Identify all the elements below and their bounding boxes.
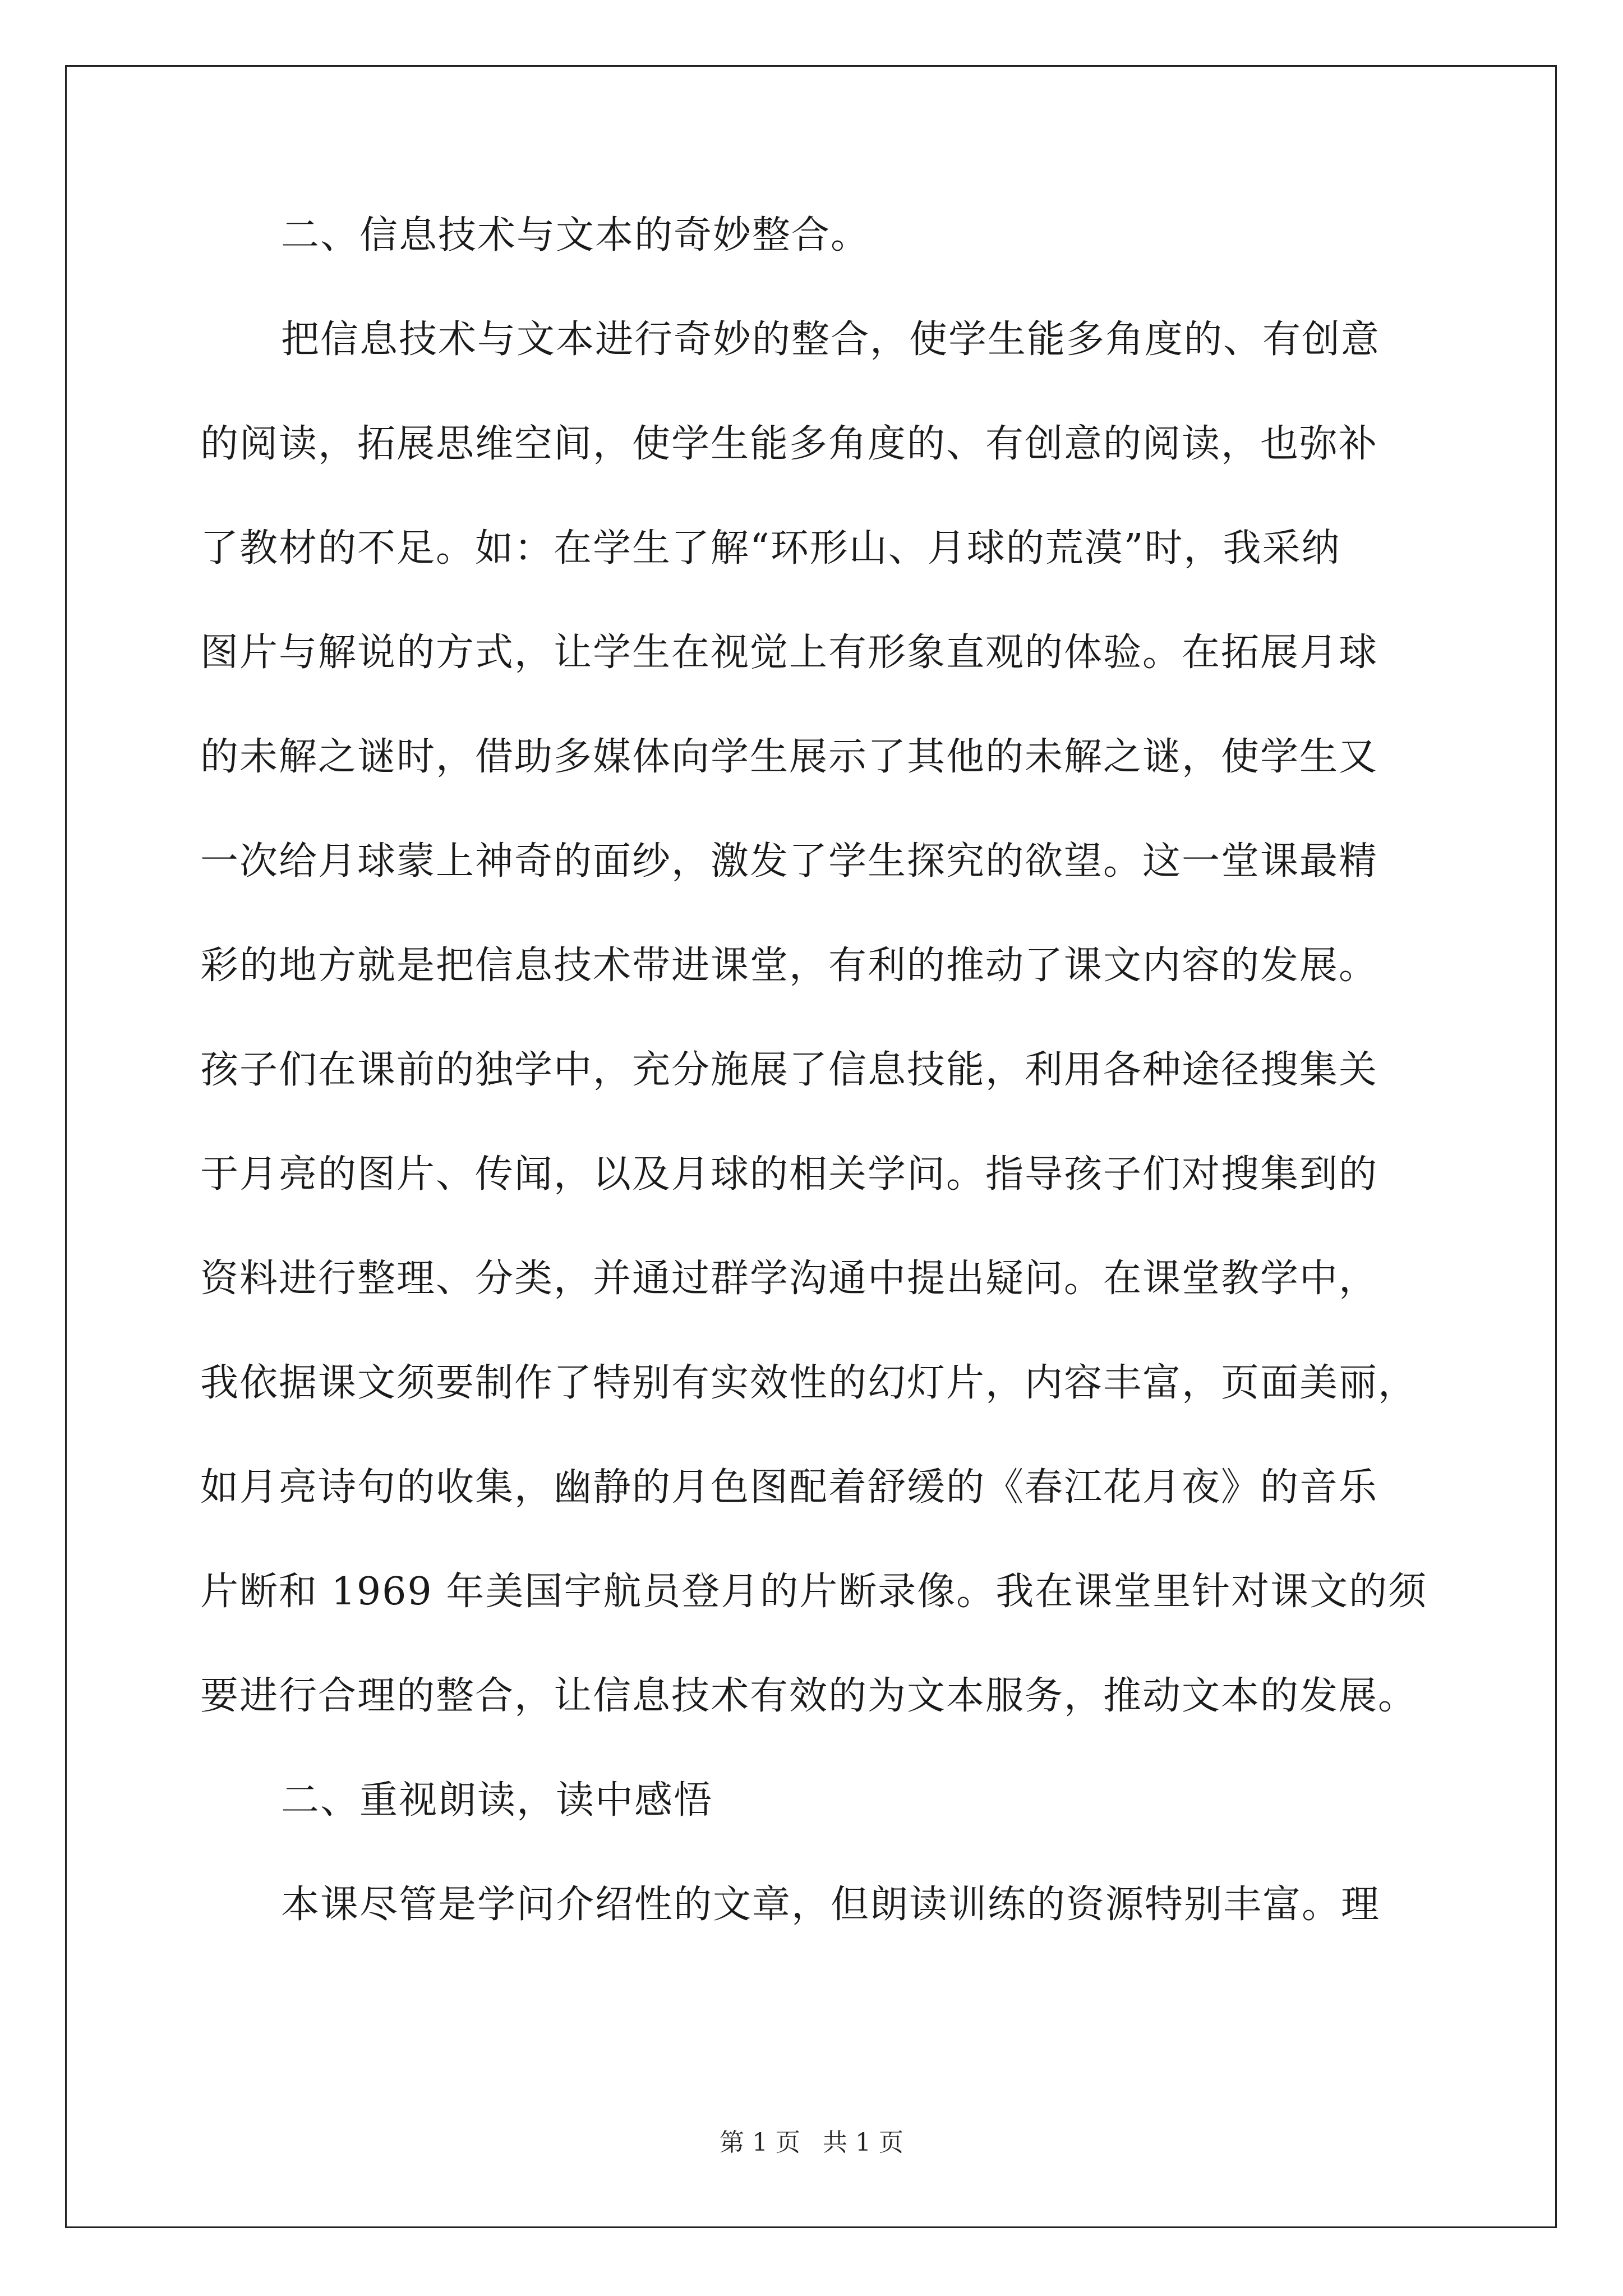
- paragraph-line: 孩子们在课前的独学中，充分施展了信息技能，利用各种途径搜集关: [200, 1048, 1378, 1092]
- section-heading: 二、重视朗读，读中感悟: [281, 1778, 713, 1823]
- page-total: 共 1 页: [823, 2128, 903, 2157]
- paragraph-line: 如月亮诗句的收集，幽静的月色图配着舒缓的《春江花月夜》的音乐: [200, 1465, 1378, 1510]
- paragraph-line: 彩的地方就是把信息技术带进课堂，有利的推动了课文内容的发展。: [200, 944, 1378, 988]
- paragraph-line: 片断和 1969 年美国宇航员登月的片断录像。我在课堂里针对课文的须: [200, 1570, 1428, 1614]
- paragraph-line: 要进行合理的整合，让信息技术有效的为文本服务，推动文本的发展。: [200, 1674, 1418, 1718]
- page-number: 第 1 页: [720, 2128, 800, 2157]
- document-body: [200, 213, 1434, 1987]
- paragraph-line: 的未解之谜时，借助多媒体向学生展示了其他的未解之谜，使学生又: [200, 735, 1378, 779]
- paragraph-line: 把信息技术与文本进行奇妙的整合，使学生能多角度的、有创意: [281, 318, 1381, 362]
- paragraph-line: 一次给月球蒙上神奇的面纱，激发了学生探究的欲望。这一堂课最精: [200, 839, 1378, 884]
- paragraph-line: 于月亮的图片、传闻，以及月球的相关学问。指导孩子们对搜集到的: [200, 1152, 1378, 1197]
- paragraph-line: 图片与解说的方式，让学生在视觉上有形象直观的体验。在拓展月球: [200, 631, 1378, 675]
- paragraph-line: 了教材的不足。如：在学生了解“环形山、月球的荒漠”时，我采纳: [200, 526, 1341, 570]
- paragraph-line: 我依据课文须要制作了特别有实效性的幻灯片，内容丰富，页面美丽，: [200, 1361, 1418, 1405]
- paragraph-line: 资料进行整理、分类，并通过群学沟通中提出疑问。在课堂教学中，: [200, 1257, 1378, 1301]
- section-heading: 二、信息技术与文本的奇妙整合。: [281, 213, 870, 257]
- page-footer: [0, 2127, 1623, 2159]
- paragraph-line: 的阅读，拓展思维空间，使学生能多角度的、有创意的阅读，也弥补: [200, 422, 1378, 466]
- paragraph-line: 本课尽管是学问介绍性的文章，但朗读训练的资源特别丰富。理: [281, 1883, 1381, 1927]
